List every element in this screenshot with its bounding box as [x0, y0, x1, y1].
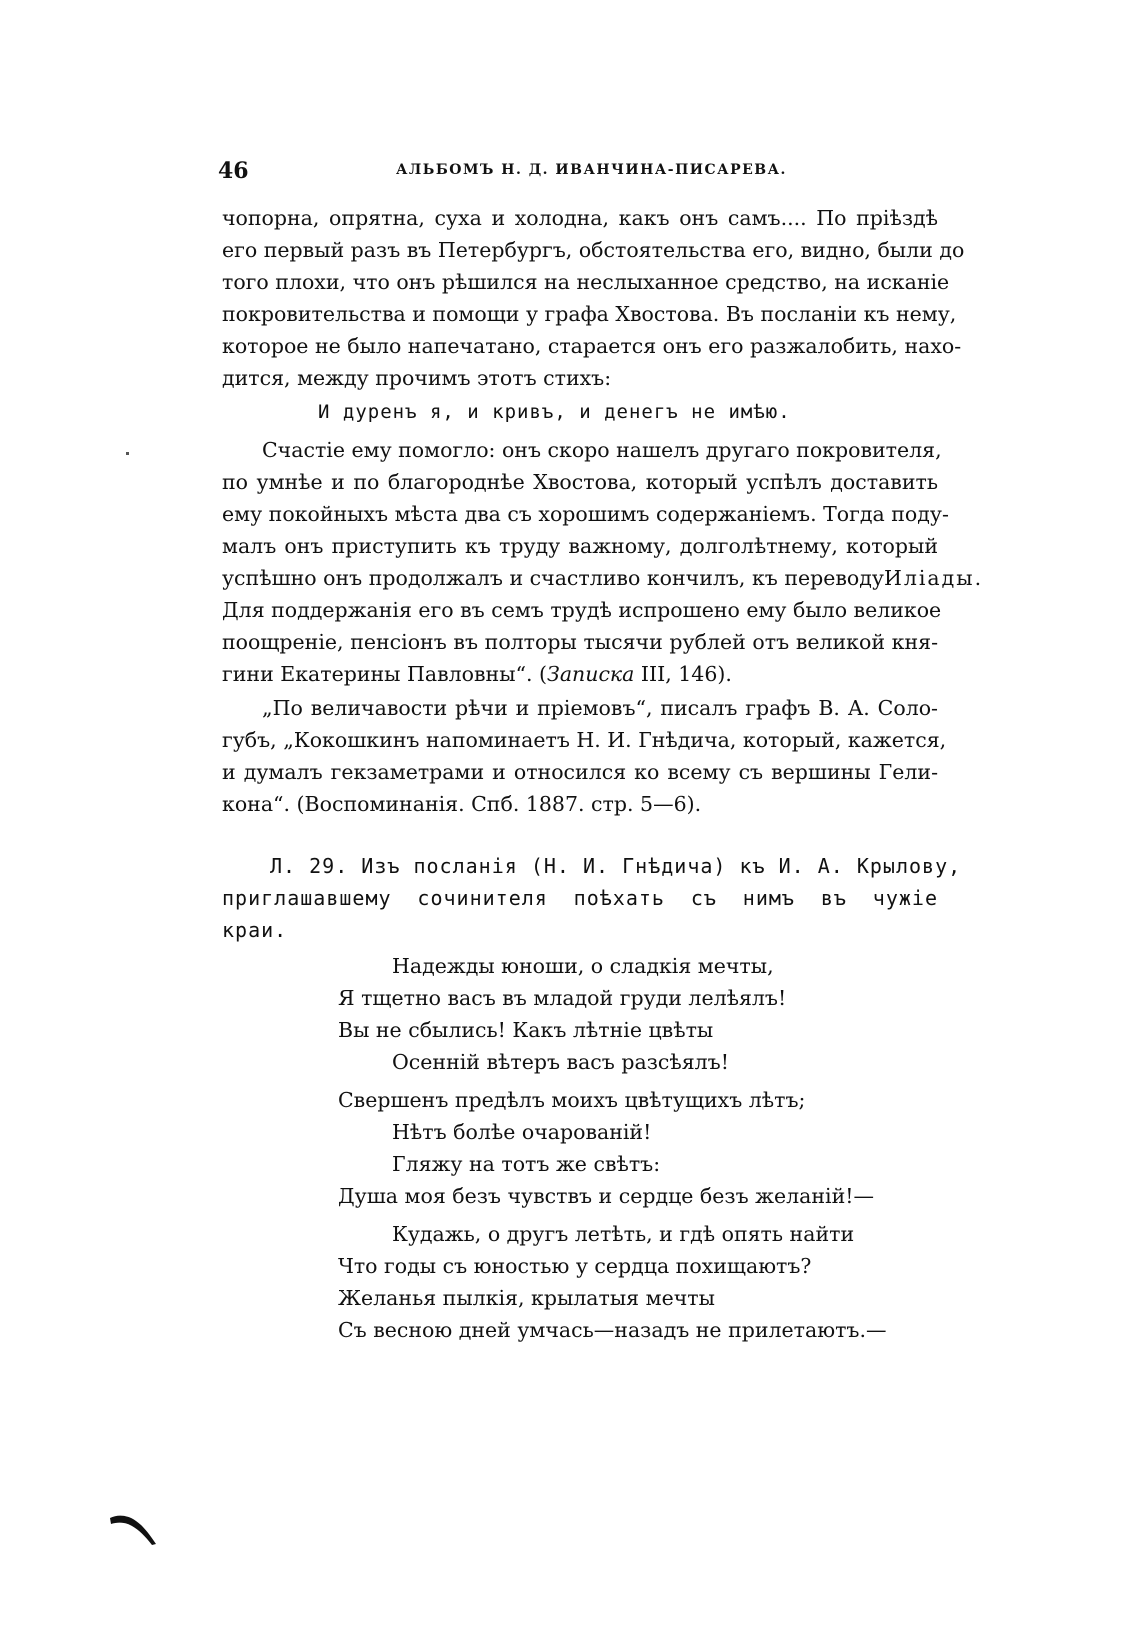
para2-line-3: ему покойныхъ мѣста два съ хорошимъ содержаніемъ. Тогда поду- — [222, 502, 949, 526]
poem-s3-line-3: Желанья пылкія, крылатыя мечты — [338, 1286, 715, 1310]
para1-line-3: того плохи, что онъ рѣшился на неслыханное средство, на исканіе — [222, 270, 950, 294]
entry-line-3: краи. — [222, 918, 288, 942]
poem-s1-line-2: Я тщетно васъ въ младой груди лелѣялъ! — [338, 986, 787, 1010]
para1-line-2: его первый разъ въ Петербургъ, обстоятельства его, видно, были до — [222, 238, 965, 262]
poem-s2-line-3: Гляжу на тотъ же свѣтъ: — [392, 1152, 661, 1176]
source-title: Записка — [547, 662, 635, 686]
para2-line-1: Счастіе ему помогло: онъ скоро нашелъ другаго покровителя, — [262, 438, 942, 462]
entry-line-1: Л. 29. Изъ посланія (Н. И. Гнѣдича) къ И. А. Крылову, — [270, 854, 962, 878]
poem-s2-line-1: Свершенъ предѣлъ моихъ цвѣтущихъ лѣтъ; — [338, 1088, 806, 1112]
para2-line-4: малъ онъ приступить къ труду важному, долголѣтнему, который — [222, 534, 938, 558]
page-header — [218, 158, 938, 194]
poem-s3-line-4: Съ весною дней умчась—назадъ не прилетаютъ.— — [338, 1318, 887, 1342]
entry-line-2: приглашавшему сочинителя поѣхать съ нимъ въ чужіе — [222, 886, 938, 910]
source-ref: III, 146). — [634, 662, 732, 686]
para3-line-4: кона“. (Воспоминанія. Спб. 1887. стр. 5—6). — [222, 792, 702, 816]
page-number: 46 — [218, 158, 249, 184]
para2-line-8-text: гини Екатерины Павловны“. ( — [222, 662, 548, 686]
para1-line-6: дится, между прочимъ этотъ стихъ: — [222, 366, 612, 390]
poem-s3-line-2: Что годы съ юностью у сердца похищаютъ? — [338, 1254, 812, 1278]
poem-s1-line-3: Вы не сбылись! Какъ лѣтніе цвѣты — [338, 1018, 714, 1042]
poem-s3-line-1: Кудажь, о другъ летѣть, и гдѣ опять найти — [392, 1222, 855, 1246]
para1-line-5: которое не было напечатано, старается онъ его разжалобить, нахо- — [222, 334, 962, 358]
para3-line-1: „По величавости рѣчи и пріемовъ“, писалъ графъ В. А. Соло- — [262, 696, 938, 720]
poem-s1-line-1: Надежды юноши, о сладкія мечты, — [392, 954, 774, 978]
scan-mark-icon — [108, 1512, 160, 1548]
para3-line-2: губъ, „Кокошкинъ напоминаетъ Н. И. Гнѣдича, который, кажется, — [222, 728, 947, 752]
poem-s2-line-2: Нѣтъ болѣе очарованій! — [392, 1120, 652, 1144]
para3-line-3: и думалъ гекзаметрами и относился ко всему съ вершины Гели- — [222, 760, 938, 784]
poem-s2-line-4: Душа моя безъ чувствъ и сердце безъ желаній!— — [338, 1184, 874, 1208]
para2-line-6: Для поддержанія его въ семъ трудѣ испрошено ему было великое — [222, 598, 942, 622]
para1-line-1: чопорна, опрятна, суха и холодна, какъ онъ самъ.... По пріѣздѣ — [222, 206, 938, 230]
iliad-spaced: Иліады. — [883, 566, 984, 590]
para2-line-8 — [222, 660, 732, 688]
scan-speck — [126, 452, 129, 455]
poem-s1-line-4: Осенній вѣтеръ васъ разсѣялъ! — [392, 1050, 729, 1074]
para2-line-2: по умнѣе и по благороднѣе Хвостова, который успѣлъ доставить — [222, 470, 938, 494]
running-title: АЛЬБОМЪ Н. Д. ИВАНЧИНА-ПИСАРЕВА. — [396, 162, 787, 178]
para1-line-4: покровительства и помощи у графа Хвостова. Въ посланіи къ нему, — [222, 302, 957, 326]
para2-line-5 — [222, 564, 984, 592]
quoted-verse: И дуренъ я, и кривъ, и денегъ не имѣю. — [318, 401, 791, 423]
para2-line-7: поощреніе, пенсіонъ въ полторы тысячи рублей отъ великой кня- — [222, 630, 938, 654]
para2-line-5-text: успѣшно онъ продолжалъ и счастливо кончилъ, къ переводу — [222, 566, 884, 590]
